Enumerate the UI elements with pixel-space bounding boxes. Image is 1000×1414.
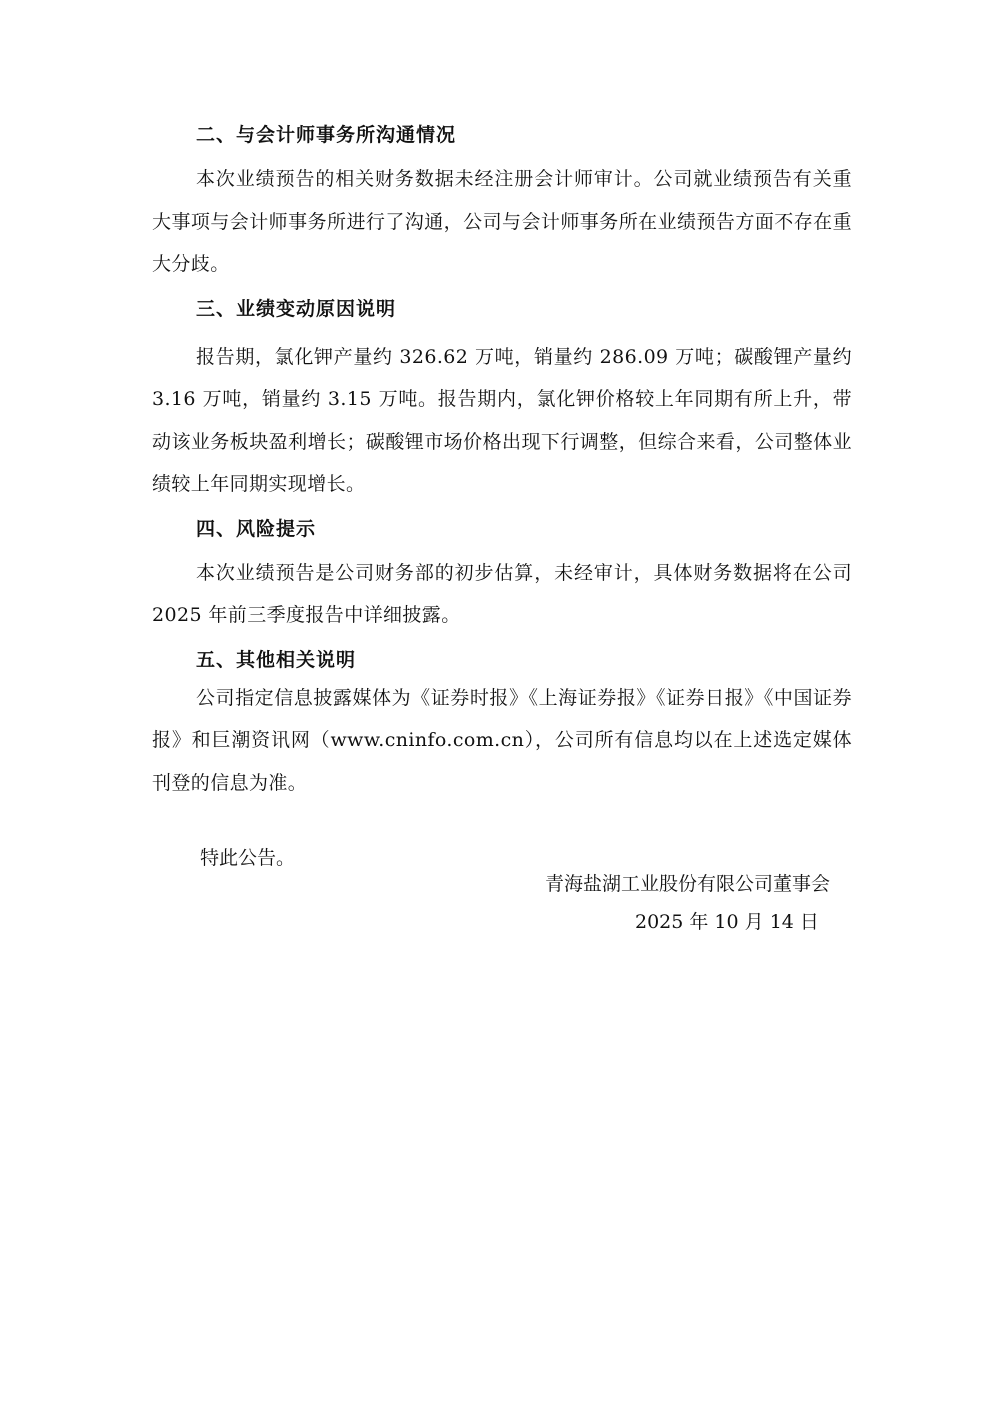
section-paragraph: 本次业绩预告是公司财务部的初步估算，未经审计，具体财务数据将在公司 2025 年前三季度报告中详细披露。 — [152, 561, 852, 626]
section-heading: 二、与会计师事务所沟通情况 — [196, 124, 457, 146]
signature-organization: 青海盐湖工业股份有限公司董事会 — [545, 873, 831, 895]
section-paragraph: 报告期，氯化钾产量约 326.62 万吨，销量约 286.09 万吨；碳酸锂产量约 3.16 万吨，销量约 3.15 万吨。报告期内，氯化钾价格较上年同期有所上升，带动该业务板块盈利增长；碳酸锂市场价格出现下行调整，但综合来看，公司整体业绩较上年同期实现增长。 — [152, 345, 852, 495]
section-performance-change-reasons — [152, 292, 852, 506]
section-heading: 三、业绩变动原因说明 — [196, 297, 397, 320]
section-accountant-communication — [152, 118, 852, 286]
section-heading: 五、其他相关说明 — [196, 648, 357, 671]
section-other-notes — [152, 643, 852, 805]
section-risk-warning — [152, 512, 852, 637]
section-paragraph: 本次业绩预告的相关财务数据未经注册会计师审计。公司就业绩预告有关重大事项与会计师事务所进行了沟通，公司与会计师事务所在业绩预告方面不存在重大分歧。 — [152, 168, 852, 275]
signature-date: 2025 年 10 月 14 日 — [635, 911, 819, 933]
closing-statement: 特此公告。 — [200, 847, 296, 869]
section-paragraph: 公司指定信息披露媒体为《证券时报》《上海证券报》《证券日报》《中国证券报》和巨潮资讯网（www.cninfo.com.cn），公司所有信息均以在上述选定媒体刊登的信息为准。 — [152, 686, 852, 794]
section-heading: 四、风险提示 — [196, 517, 317, 540]
document-body — [152, 118, 852, 878]
